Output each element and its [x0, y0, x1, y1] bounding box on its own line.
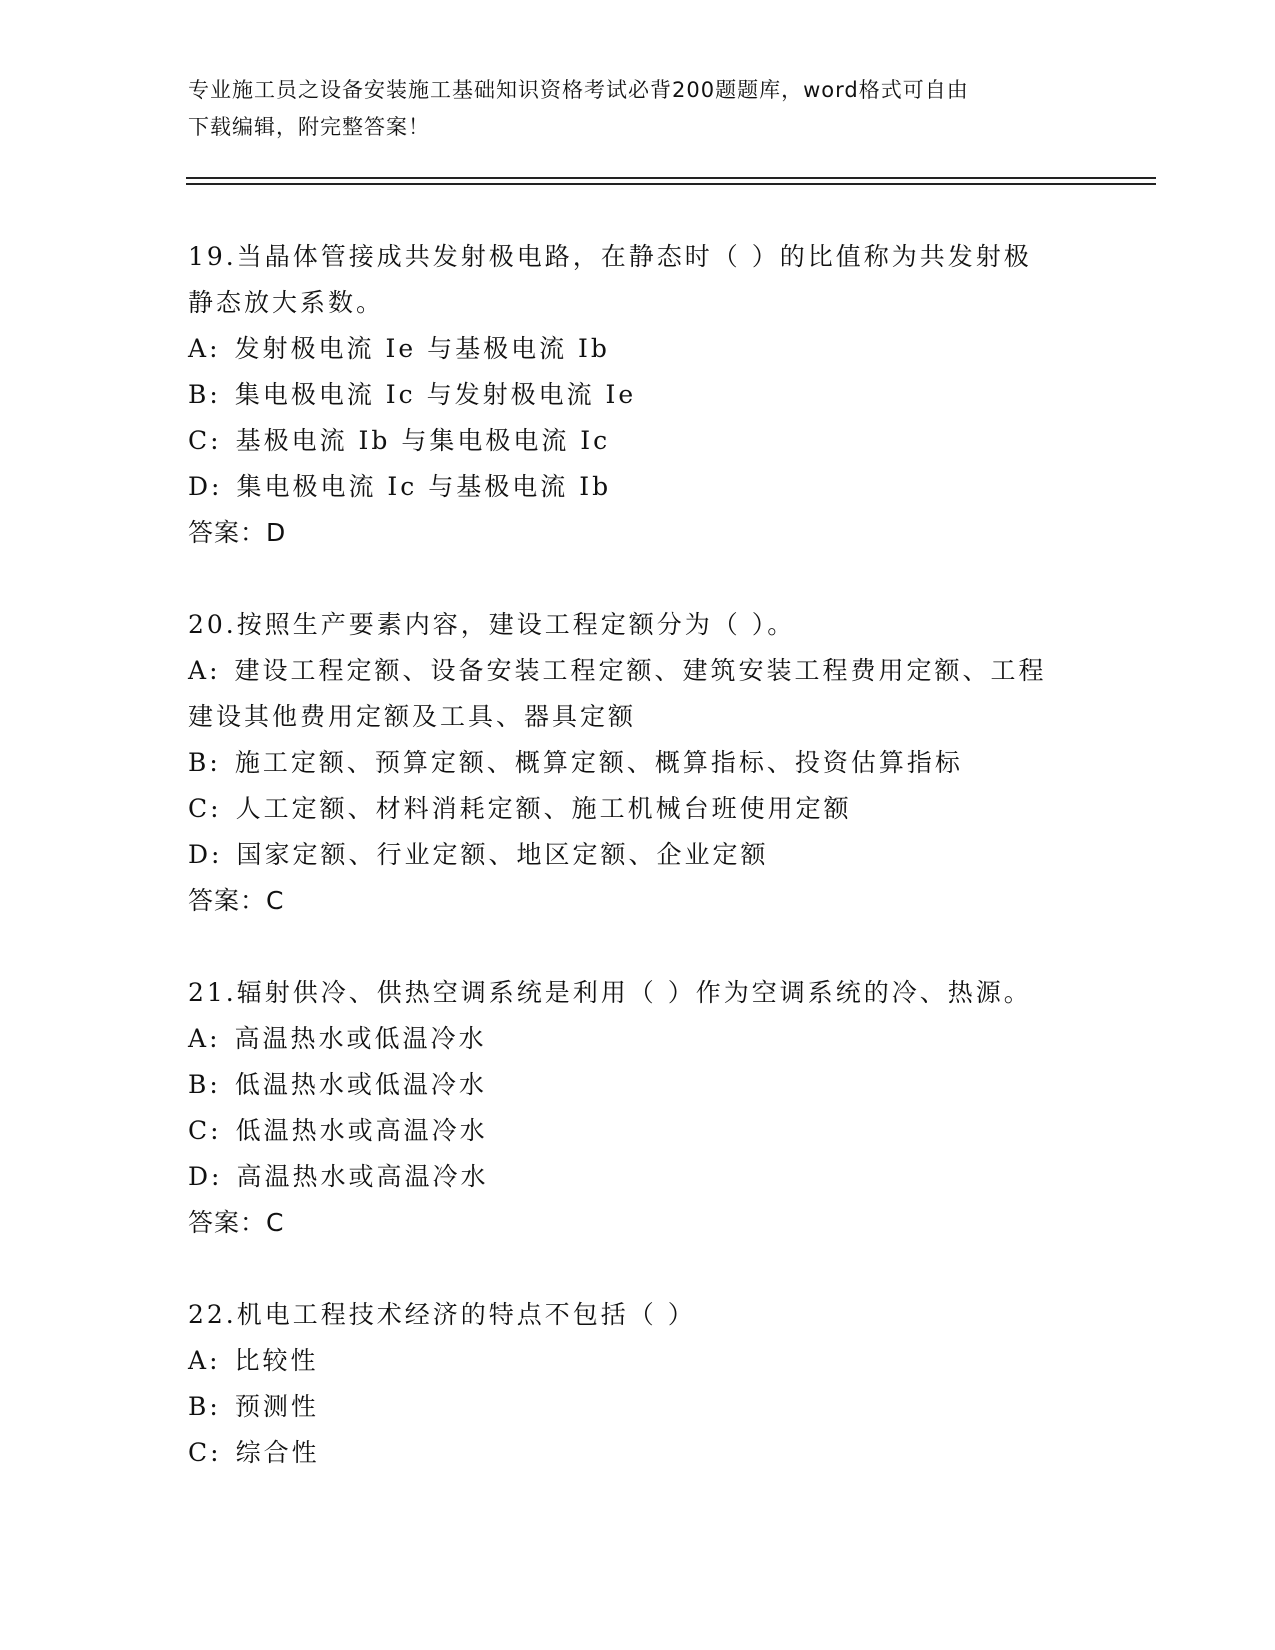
option-text: 比较性 — [234, 1346, 319, 1375]
question-22 — [188, 1292, 1088, 1476]
option-text: 国家定额、行业定额、地区定额、企业定额 — [236, 840, 769, 869]
question-stem: 21.辐射供冷、供热空调系统是利用（ ）作为空调系统的冷、热源。 — [188, 978, 1032, 1007]
option-letter: D — [188, 472, 212, 501]
option-letter: D — [188, 840, 212, 869]
option-text: 高温热水或高温冷水 — [236, 1162, 489, 1191]
option-d: D: 集电极电流 Ic 与基极电流 Ib — [188, 464, 1088, 510]
option-b: B: 预测性 — [188, 1384, 1088, 1430]
option-text: 低温热水或低温冷水 — [234, 1070, 487, 1099]
option-letter: A — [188, 334, 210, 363]
option-text: 施工定额、预算定额、概算定额、概算指标、投资估算指标 — [234, 748, 963, 777]
option-letter: B — [188, 1392, 210, 1421]
question-stem: 22.机电工程技术经济的特点不包括（ ） — [188, 1300, 696, 1329]
header-line-1: 专业施工员之设备安装施工基础知识资格考试必背200题题库，word格式可自由 — [188, 78, 969, 102]
option-text: 建设工程定额、设备安装工程定额、建筑安装工程费用定额、工程 — [234, 656, 1047, 685]
option-letter: A — [188, 1024, 210, 1053]
question-21 — [188, 970, 1088, 1246]
document-header — [188, 72, 1088, 146]
option-letter: A — [188, 656, 210, 685]
question-20 — [188, 602, 1088, 924]
option-text: 集电极电流 Ic 与基极电流 Ib — [236, 472, 612, 501]
option-a: A: 发射极电流 Ie 与基极电流 Ib — [188, 326, 1088, 372]
answer-line: 答案：C — [188, 886, 285, 915]
question-stem: 19.当晶体管接成共发射极电路，在静态时（ ）的比值称为共发射极 — [188, 242, 1032, 271]
option-c: C: 基极电流 Ib 与集电极电流 Ic — [188, 418, 1088, 464]
option-text: 预测性 — [234, 1392, 319, 1421]
option-a: A: 高温热水或低温冷水 — [188, 1016, 1088, 1062]
answer-line: 答案：D — [188, 518, 287, 547]
option-letter: B — [188, 748, 210, 777]
question-list — [188, 234, 1088, 1522]
header-line-2: 下载编辑，附完整答案！ — [188, 115, 430, 139]
option-c: C: 综合性 — [188, 1430, 1088, 1476]
option-text: 发射极电流 Ie 与基极电流 Ib — [234, 334, 610, 363]
option-b: B: 集电极电流 Ic 与发射极电流 Ie — [188, 372, 1088, 418]
option-text: 人工定额、材料消耗定额、施工机械台班使用定额 — [235, 794, 852, 823]
option-text: 基极电流 Ib 与集电极电流 Ic — [235, 426, 611, 455]
option-d: D: 国家定额、行业定额、地区定额、企业定额 — [188, 832, 1088, 878]
option-letter: C — [188, 426, 211, 455]
option-c: C: 低温热水或高温冷水 — [188, 1108, 1088, 1154]
option-text: 高温热水或低温冷水 — [234, 1024, 487, 1053]
option-b: B: 低温热水或低温冷水 — [188, 1062, 1088, 1108]
option-letter: C — [188, 1438, 211, 1467]
option-a: A: 建设工程定额、设备安装工程定额、建筑安装工程费用定额、工程 — [188, 648, 1088, 694]
option-a-continuation: 建设其他费用定额及工具、器具定额 — [188, 702, 637, 731]
question-19 — [188, 234, 1088, 556]
option-letter: C — [188, 1116, 211, 1145]
option-letter: D — [188, 1162, 212, 1191]
option-b: B: 施工定额、预算定额、概算定额、概算指标、投资估算指标 — [188, 740, 1088, 786]
option-text: 低温热水或高温冷水 — [235, 1116, 488, 1145]
option-letter: B — [188, 380, 210, 409]
option-c: C: 人工定额、材料消耗定额、施工机械台班使用定额 — [188, 786, 1088, 832]
option-d: D: 高温热水或高温冷水 — [188, 1154, 1088, 1200]
question-stem-continuation: 静态放大系数。 — [188, 288, 385, 317]
header-divider-top — [186, 177, 1156, 179]
option-text: 综合性 — [235, 1438, 320, 1467]
option-a: A: 比较性 — [188, 1338, 1088, 1384]
option-letter: B — [188, 1070, 210, 1099]
answer-line: 答案：C — [188, 1208, 285, 1237]
option-text: 集电极电流 Ic 与发射极电流 Ie — [234, 380, 637, 409]
option-letter: A — [188, 1346, 210, 1375]
option-letter: C — [188, 794, 211, 823]
header-divider-bottom — [186, 183, 1156, 185]
question-stem: 20.按照生产要素内容，建设工程定额分为（ ）。 — [188, 610, 796, 639]
